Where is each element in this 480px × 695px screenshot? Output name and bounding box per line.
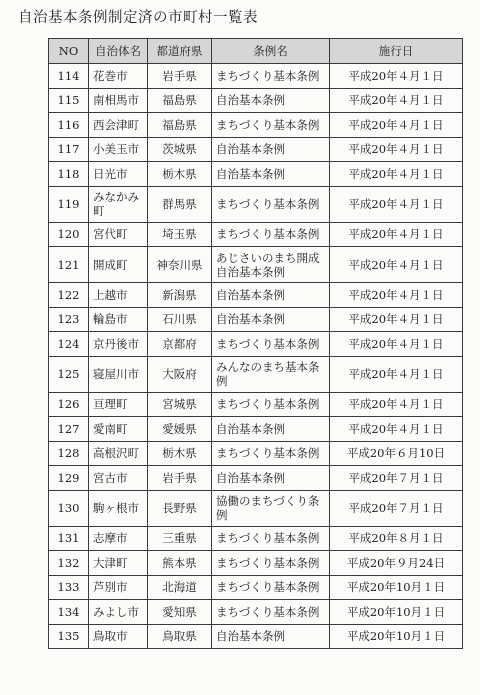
table-row — [49, 307, 463, 332]
cell-no: 123 — [49, 307, 89, 332]
cell-prefecture: 神奈川県 — [148, 247, 212, 283]
cell-ordinance-name: 自治基本条例 — [212, 162, 330, 187]
cell-no: 118 — [49, 162, 89, 187]
cell-effective-date: 平成20年４月１日 — [330, 392, 463, 417]
cell-no: 128 — [49, 441, 89, 466]
cell-no: 124 — [49, 332, 89, 357]
header-ordinance-name: 条例名 — [212, 39, 330, 64]
cell-effective-date: 平成20年７月１日 — [330, 466, 463, 491]
cell-municipality: 亘理町 — [89, 392, 148, 417]
cell-ordinance-name: まちづくり基本条例 — [212, 575, 330, 600]
cell-ordinance-name: 自治基本条例 — [212, 466, 330, 491]
page-title: 自治基本条例制定済の市町村一覧表 — [18, 10, 258, 26]
cell-no: 131 — [49, 526, 89, 551]
cell-municipality: 宮代町 — [89, 222, 148, 247]
cell-effective-date: 平成20年４月１日 — [330, 283, 463, 308]
cell-effective-date: 平成20年４月１日 — [330, 162, 463, 187]
cell-municipality: 宮古市 — [89, 466, 148, 491]
cell-prefecture: 石川県 — [148, 307, 212, 332]
cell-prefecture: 福島県 — [148, 88, 212, 113]
cell-no: 114 — [49, 64, 89, 89]
table-row — [49, 441, 463, 466]
cell-no: 125 — [49, 356, 89, 392]
cell-prefecture: 北海道 — [148, 575, 212, 600]
cell-effective-date: 平成20年10月１日 — [330, 575, 463, 600]
cell-municipality: 京丹後市 — [89, 332, 148, 357]
table-row — [49, 624, 463, 649]
cell-effective-date: 平成20年７月１日 — [330, 490, 463, 526]
cell-prefecture: 岩手県 — [148, 64, 212, 89]
cell-municipality: 寝屋川市 — [89, 356, 148, 392]
cell-municipality: 駒ヶ根市 — [89, 490, 148, 526]
cell-no: 129 — [49, 466, 89, 491]
cell-prefecture: 栃木県 — [148, 441, 212, 466]
cell-effective-date: 平成20年10月１日 — [330, 624, 463, 649]
cell-prefecture: 愛媛県 — [148, 417, 212, 442]
cell-effective-date: 平成20年４月１日 — [330, 137, 463, 162]
cell-effective-date: 平成20年４月１日 — [330, 417, 463, 442]
cell-prefecture: 宮城県 — [148, 392, 212, 417]
cell-ordinance-name: 自治基本条例 — [212, 88, 330, 113]
cell-municipality: 開成町 — [89, 247, 148, 283]
header-effective-date: 施行日 — [330, 39, 463, 64]
table-row — [49, 88, 463, 113]
table-row — [49, 417, 463, 442]
cell-prefecture: 愛知県 — [148, 600, 212, 625]
cell-no: 133 — [49, 575, 89, 600]
cell-ordinance-name: まちづくり基本条例 — [212, 64, 330, 89]
cell-municipality: 花巻市 — [89, 64, 148, 89]
table-header-row — [49, 39, 463, 64]
cell-ordinance-name: 自治基本条例 — [212, 417, 330, 442]
cell-prefecture: 大阪府 — [148, 356, 212, 392]
cell-ordinance-name: まちづくり基本条例 — [212, 441, 330, 466]
cell-effective-date: 平成20年10月１日 — [330, 600, 463, 625]
table-row — [49, 186, 463, 222]
cell-prefecture: 茨城県 — [148, 137, 212, 162]
cell-no: 127 — [49, 417, 89, 442]
cell-municipality: 南相馬市 — [89, 88, 148, 113]
cell-prefecture: 群馬県 — [148, 186, 212, 222]
cell-ordinance-name: まちづくり基本条例 — [212, 332, 330, 357]
ordinance-table — [48, 38, 463, 649]
cell-municipality: 鳥取市 — [89, 624, 148, 649]
cell-ordinance-name: まちづくり基本条例 — [212, 186, 330, 222]
table-row — [49, 551, 463, 576]
cell-prefecture: 新潟県 — [148, 283, 212, 308]
table-row — [49, 575, 463, 600]
cell-prefecture: 熊本県 — [148, 551, 212, 576]
cell-no: 135 — [49, 624, 89, 649]
table-row — [49, 490, 463, 526]
table-row — [49, 283, 463, 308]
cell-municipality: 高根沢町 — [89, 441, 148, 466]
cell-no: 115 — [49, 88, 89, 113]
cell-effective-date: 平成20年９月24日 — [330, 551, 463, 576]
table-row — [49, 113, 463, 138]
cell-ordinance-name: まちづくり基本条例 — [212, 600, 330, 625]
cell-prefecture: 栃木県 — [148, 162, 212, 187]
cell-municipality: 大津町 — [89, 551, 148, 576]
table-row — [49, 64, 463, 89]
cell-no: 119 — [49, 186, 89, 222]
table-row — [49, 600, 463, 625]
cell-ordinance-name: まちづくり基本条例 — [212, 392, 330, 417]
cell-prefecture: 三重県 — [148, 526, 212, 551]
cell-ordinance-name: 自治基本条例 — [212, 624, 330, 649]
cell-no: 120 — [49, 222, 89, 247]
cell-ordinance-name: 自治基本条例 — [212, 283, 330, 308]
cell-municipality: みなかみ町 — [89, 186, 148, 222]
cell-ordinance-name: まちづくり基本条例 — [212, 551, 330, 576]
table-row — [49, 162, 463, 187]
table-row — [49, 466, 463, 491]
cell-no: 126 — [49, 392, 89, 417]
cell-prefecture: 鳥取県 — [148, 624, 212, 649]
cell-ordinance-name: あじさいのまち開成自治基本条例 — [212, 247, 330, 283]
cell-municipality: 輪島市 — [89, 307, 148, 332]
cell-effective-date: 平成20年４月１日 — [330, 64, 463, 89]
cell-effective-date: 平成20年４月１日 — [330, 307, 463, 332]
cell-municipality: 西会津町 — [89, 113, 148, 138]
cell-municipality: 芦別市 — [89, 575, 148, 600]
cell-effective-date: 平成20年６月10日 — [330, 441, 463, 466]
cell-municipality: 小美玉市 — [89, 137, 148, 162]
table-row — [49, 526, 463, 551]
cell-effective-date: 平成20年８月１日 — [330, 526, 463, 551]
cell-prefecture: 京都府 — [148, 332, 212, 357]
cell-prefecture: 岩手県 — [148, 466, 212, 491]
cell-no: 121 — [49, 247, 89, 283]
cell-municipality: 日光市 — [89, 162, 148, 187]
table-row — [49, 137, 463, 162]
cell-effective-date: 平成20年４月１日 — [330, 332, 463, 357]
cell-effective-date: 平成20年４月１日 — [330, 247, 463, 283]
cell-effective-date: 平成20年４月１日 — [330, 88, 463, 113]
cell-no: 117 — [49, 137, 89, 162]
cell-municipality: 志摩市 — [89, 526, 148, 551]
cell-effective-date: 平成20年４月１日 — [330, 222, 463, 247]
cell-municipality: 愛南町 — [89, 417, 148, 442]
cell-prefecture: 長野県 — [148, 490, 212, 526]
cell-ordinance-name: 協働のまちづくり条例 — [212, 490, 330, 526]
header-municipality: 自治体名 — [89, 39, 148, 64]
cell-ordinance-name: みんなのまち基本条例 — [212, 356, 330, 392]
table-row — [49, 332, 463, 357]
cell-ordinance-name: まちづくり基本条例 — [212, 222, 330, 247]
table-row — [49, 222, 463, 247]
cell-no: 122 — [49, 283, 89, 308]
cell-municipality: みよし市 — [89, 600, 148, 625]
cell-no: 130 — [49, 490, 89, 526]
table-row — [49, 247, 463, 283]
table-row — [49, 356, 463, 392]
cell-effective-date: 平成20年４月１日 — [330, 356, 463, 392]
cell-prefecture: 福島県 — [148, 113, 212, 138]
cell-ordinance-name: まちづくり基本条例 — [212, 113, 330, 138]
cell-ordinance-name: まちづくり基本条例 — [212, 526, 330, 551]
cell-no: 134 — [49, 600, 89, 625]
table-row — [49, 392, 463, 417]
cell-no: 116 — [49, 113, 89, 138]
cell-effective-date: 平成20年４月１日 — [330, 113, 463, 138]
cell-municipality: 上越市 — [89, 283, 148, 308]
cell-prefecture: 埼玉県 — [148, 222, 212, 247]
cell-ordinance-name: 自治基本条例 — [212, 137, 330, 162]
cell-ordinance-name: 自治基本条例 — [212, 307, 330, 332]
header-prefecture: 都道府県 — [148, 39, 212, 64]
cell-no: 132 — [49, 551, 89, 576]
header-no: NO — [49, 39, 89, 64]
cell-effective-date: 平成20年４月１日 — [330, 186, 463, 222]
